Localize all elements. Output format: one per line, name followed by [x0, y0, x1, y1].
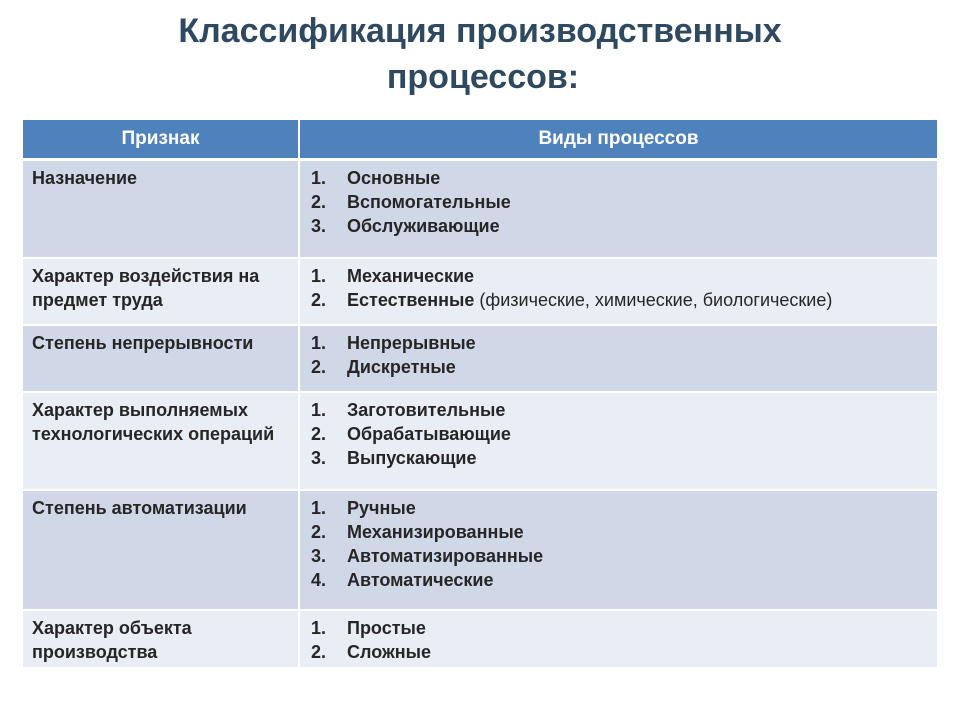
list-item [311, 544, 929, 568]
page-title [0, 8, 960, 100]
list-item-text: Дискретные [347, 356, 456, 377]
list-item-number: 1. [311, 497, 327, 518]
process-kinds-list [309, 398, 929, 470]
list-item-number: 2. [311, 289, 327, 310]
list-item-text: Выпускающие [347, 447, 477, 468]
list-item [311, 568, 929, 592]
table-row [23, 610, 937, 668]
list-item-number: 1. [311, 332, 327, 353]
list-item-text: Вспомогательные [347, 192, 511, 212]
list-item [311, 214, 929, 238]
list-item-number: 4. [311, 569, 327, 590]
list-item [311, 398, 929, 422]
process-kinds-cell [299, 610, 937, 668]
table-row [23, 325, 937, 392]
list-item [311, 166, 929, 190]
list-item-text: Автоматические [347, 569, 494, 590]
list-item-number: 1. [311, 399, 327, 420]
process-kinds-list [309, 496, 929, 592]
process-kinds-cell [299, 325, 937, 392]
list-item [311, 446, 929, 470]
process-kinds-cell [299, 490, 937, 610]
table-row [23, 258, 937, 325]
list-item-number: 2. [311, 521, 327, 542]
list-item-number: 2. [311, 356, 327, 377]
list-item-note: (физические, химические, биологические) [474, 289, 833, 310]
classification-table [23, 120, 937, 669]
feature-cell: Степень автоматизации [23, 490, 299, 610]
feature-cell: Назначение [23, 160, 299, 258]
list-item [311, 616, 929, 640]
header-process-kinds: Виды процессов [299, 120, 937, 160]
process-kinds-cell [299, 392, 937, 490]
list-item-text: Ручные [347, 497, 416, 518]
list-item-text: Обрабатывающие [347, 423, 511, 444]
feature-cell: Характер объекта производства [23, 610, 299, 668]
feature-cell: Характер воздействия на предмет труда [23, 258, 299, 325]
page-title-line-1: Классификация производственных [178, 12, 782, 50]
list-item-text: Сложные [347, 641, 431, 662]
list-item-number: 3. [311, 447, 327, 468]
list-item-number: 3. [311, 216, 327, 236]
list-item-number: 3. [311, 545, 327, 566]
list-item-text: Простые [347, 617, 426, 638]
feature-cell: Степень непрерывности [23, 325, 299, 392]
process-kinds-cell [299, 160, 937, 258]
list-item [311, 640, 929, 664]
list-item [311, 496, 929, 520]
list-item-text: Основные [347, 168, 441, 188]
list-item [311, 355, 929, 379]
list-item [311, 422, 929, 446]
process-kinds-list [309, 331, 929, 379]
page-title-line-2: процессов: [386, 58, 580, 96]
list-item [311, 190, 929, 214]
list-item [311, 520, 929, 544]
list-item-number: 1. [311, 265, 327, 286]
list-item-number: 1. [311, 168, 327, 188]
process-kinds-list [309, 166, 929, 238]
list-item-number: 1. [311, 617, 327, 638]
list-item-number: 2. [311, 641, 327, 662]
table-header-row [23, 120, 937, 160]
header-feature: Признак [23, 120, 299, 160]
list-item-text: Механические [347, 265, 475, 286]
table-body [23, 160, 937, 668]
list-item [311, 288, 929, 312]
list-item-number: 2. [311, 192, 327, 212]
list-item-text: Обслуживающие [347, 216, 500, 236]
list-item-number: 2. [311, 423, 327, 444]
list-item-text: Непрерывные [347, 332, 476, 353]
table-row [23, 392, 937, 490]
process-kinds-list [309, 264, 929, 312]
table-row [23, 160, 937, 258]
process-kinds-list [309, 616, 929, 664]
table-row [23, 490, 937, 610]
process-kinds-cell [299, 258, 937, 325]
list-item [311, 331, 929, 355]
list-item-text: Автоматизированные [347, 545, 544, 566]
feature-cell: Характер выполняемых технологических операций [23, 392, 299, 490]
list-item-text: Механизированные [347, 521, 524, 542]
list-item-text: Заготовительные [347, 399, 506, 420]
list-item-text: Естественные [347, 289, 475, 310]
list-item [311, 264, 929, 288]
